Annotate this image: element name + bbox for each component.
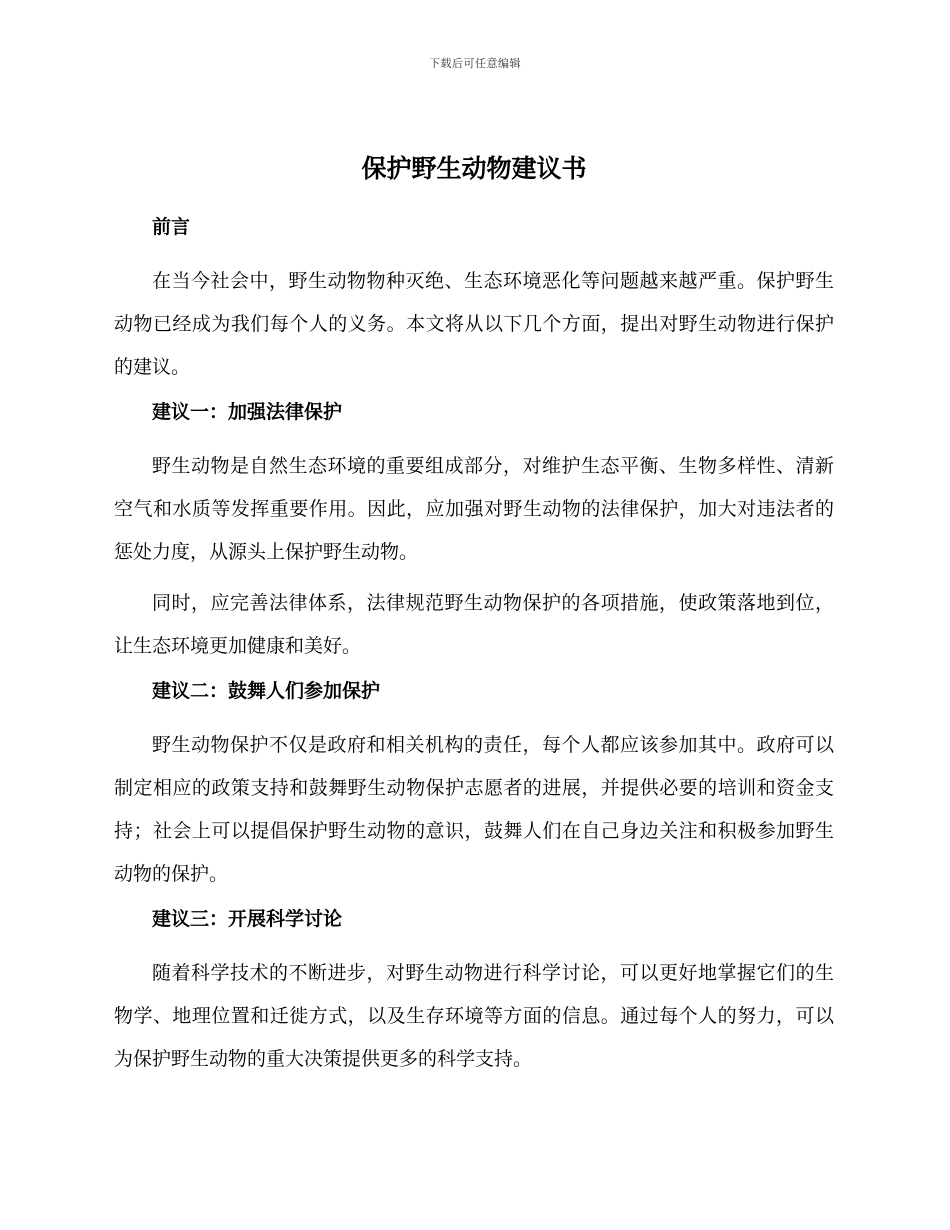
paragraph: 同时，应完善法律体系，法律规范野生动物保护的各项措施，使政策落地到位，让生态环境更加健康和美好。 <box>114 592 834 657</box>
paragraph: 野生动物保护不仅是政府和相关机构的责任，每个人都应该参加其中。政府可以制定相应的政策支持和鼓舞野生动物保护志愿者的进展，并提供必要的培训和资金支持；社会上可以提倡保护野生动物的意识，鼓舞人们在自己身边关注和积极参加野生动物的保护。 <box>114 734 834 885</box>
section-heading-suggestion-1: 建议一：加强法律保护 <box>152 401 343 423</box>
section-heading-suggestion-2: 建议二：鼓舞人们参加保护 <box>152 680 381 702</box>
section-heading-preface: 前言 <box>152 216 191 238</box>
page-header: 下载后可任意编辑 <box>429 57 521 70</box>
document-body <box>114 150 834 1089</box>
paragraph: 随着科学技术的不断进步，对野生动物进行科学讨论，可以更好地掌握它们的生物学、地理位置和迁徙方式，以及生存环境等方面的信息。通过每个人的努力，可以为保护野生动物的重大决策提供更多的科学支持。 <box>114 962 834 1070</box>
document-title: 保护野生动物建议书 <box>361 154 587 183</box>
section-heading-suggestion-3: 建议三：开展科学讨论 <box>152 908 343 930</box>
paragraph: 在当今社会中，野生动物物种灭绝、生态环境恶化等问题越来越严重。保护野生动物已经成为我们每个人的义务。本文将从以下几个方面，提出对野生动物进行保护的建议。 <box>114 270 834 378</box>
paragraph: 野生动物是自然生态环境的重要组成部分，对维护生态平衡、生物多样性、清新空气和水质等发挥重要作用。因此，应加强对野生动物的法律保护，加大对违法者的惩处力度，从源头上保护野生动物。 <box>114 455 834 563</box>
